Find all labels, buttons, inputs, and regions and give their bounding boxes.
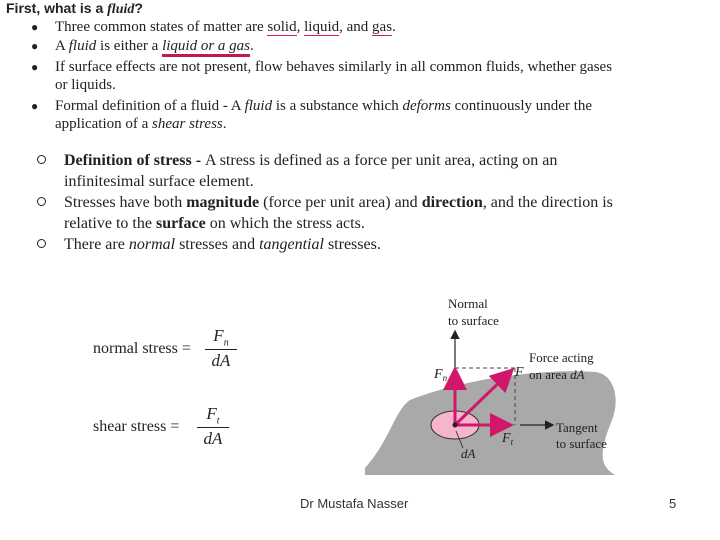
area-label: dA	[461, 446, 476, 461]
emphasis: fluid	[68, 38, 97, 54]
tangential-force-subscript: t	[510, 437, 514, 447]
bullet-text-part: is either a	[96, 38, 163, 54]
bullet-text-part: is a substance which	[272, 98, 403, 114]
sub-bullet-dot	[37, 155, 46, 164]
tangent-label-line1: Tangent	[556, 420, 598, 435]
sub-bullet-text	[64, 150, 704, 192]
normal-force-letter: F	[434, 367, 443, 382]
bullet-text	[55, 97, 705, 133]
sub-bullet-text-part: Stresses have both	[64, 194, 187, 211]
sub-bullet-text	[64, 192, 704, 234]
numerator-symbol: F	[213, 326, 224, 345]
underlined-word: liquid	[304, 19, 340, 35]
bullet-text	[55, 58, 705, 94]
normal-force-subscript: n	[442, 373, 448, 383]
force-label-text: on area	[529, 367, 571, 382]
bullet-text-part: ,	[296, 19, 305, 35]
bold-term: direction	[421, 194, 483, 211]
bullet-text-part: , and	[339, 19, 373, 35]
emphasis: fluid	[244, 98, 273, 114]
normal-label-line2: to surface	[448, 313, 499, 328]
bullet-text	[55, 18, 705, 36]
underlined-phrase: liquid or a gas	[162, 38, 250, 57]
bullet-text-part: Formal definition of a fluid - A	[55, 98, 245, 114]
sub-bullet-text-part: stresses.	[323, 236, 381, 253]
stress-diagram	[350, 290, 670, 475]
heading-em: fluid	[107, 2, 135, 17]
sub-bullet-dot	[37, 239, 46, 248]
bullet-text-part: continuously under the	[450, 98, 593, 114]
sub-bullet-text-part: stresses and	[175, 236, 260, 253]
fraction-bar	[197, 427, 229, 428]
bold-term: Definition of stress -	[64, 152, 206, 169]
bullet-line: or liquids.	[55, 77, 116, 93]
sub-bullet-text-part: , and the direction is	[482, 194, 613, 211]
sub-bullet-line: infinitesimal surface element.	[64, 173, 254, 190]
footer-author: Dr Mustafa Nasser	[300, 496, 409, 511]
bullet-text-part: Three common states of matter are	[55, 19, 268, 35]
bullet-text-part: .	[392, 19, 396, 35]
force-label-line2	[529, 367, 585, 382]
sub-bullet-dot	[37, 197, 46, 206]
fraction	[205, 326, 237, 371]
fraction-numerator	[197, 404, 229, 426]
emphasis: normal	[128, 236, 176, 253]
bullet-text-part: A	[55, 38, 69, 54]
fraction-numerator	[205, 326, 237, 348]
bullet-text-part: .	[250, 38, 254, 54]
sub-bullet-text-part: on which the stress acts.	[205, 215, 365, 232]
emphasis: shear stress	[152, 116, 223, 132]
sub-bullet-text-part: relative to the	[64, 215, 156, 232]
fraction	[197, 404, 229, 449]
numerator-symbol: F	[206, 404, 217, 423]
bullet-line: If surface effects are not present, flow behaves similarly in all common fluids, whether gases	[55, 59, 613, 75]
sub-bullet-text-part: (force per unit area) and	[259, 194, 422, 211]
emphasis: tangential	[259, 236, 324, 253]
bullet-dot: ●	[31, 60, 39, 74]
slide-heading	[6, 0, 143, 18]
numerator-subscript: n	[223, 337, 229, 349]
bold-term: magnitude	[186, 194, 260, 211]
force-label-line1: Force acting	[529, 350, 594, 365]
emphasis: deforms	[402, 98, 451, 114]
heading-suffix: ?	[134, 0, 143, 16]
sub-bullet-text	[64, 234, 704, 255]
force-symbol: F	[515, 365, 524, 380]
fraction-denominator: dA	[203, 429, 223, 449]
underlined-word: gas	[372, 19, 393, 35]
tangential-force-letter: F	[502, 431, 511, 446]
fraction-denominator: dA	[211, 351, 231, 371]
normal-force-symbol	[433, 367, 448, 383]
bullet-text-part: application of a	[55, 116, 153, 132]
bullet-dot: ●	[31, 39, 39, 53]
bullet-text-part: .	[222, 116, 227, 132]
equation-label: normal stress =	[93, 340, 191, 357]
normal-label-line1: Normal	[448, 296, 488, 311]
point-marker	[453, 423, 458, 428]
underlined-word: solid	[267, 19, 297, 35]
numerator-subscript: t	[216, 415, 220, 427]
bullet-dot: ●	[31, 99, 39, 113]
fraction-bar	[205, 349, 237, 350]
heading-prefix: First, what is a	[6, 0, 108, 16]
sub-bullet-text-part: There are	[64, 236, 129, 253]
page-number: 5	[669, 496, 677, 511]
bullet-dot: ●	[31, 20, 39, 34]
bullet-text	[55, 37, 705, 55]
equation-label: shear stress =	[93, 418, 180, 435]
tangent-label-line2: to surface	[556, 436, 607, 451]
force-label-em: dA	[570, 367, 585, 382]
sub-bullet-line: A stress is defined as a force per unit area, acting on an	[205, 152, 558, 169]
bold-term: surface	[155, 215, 206, 232]
